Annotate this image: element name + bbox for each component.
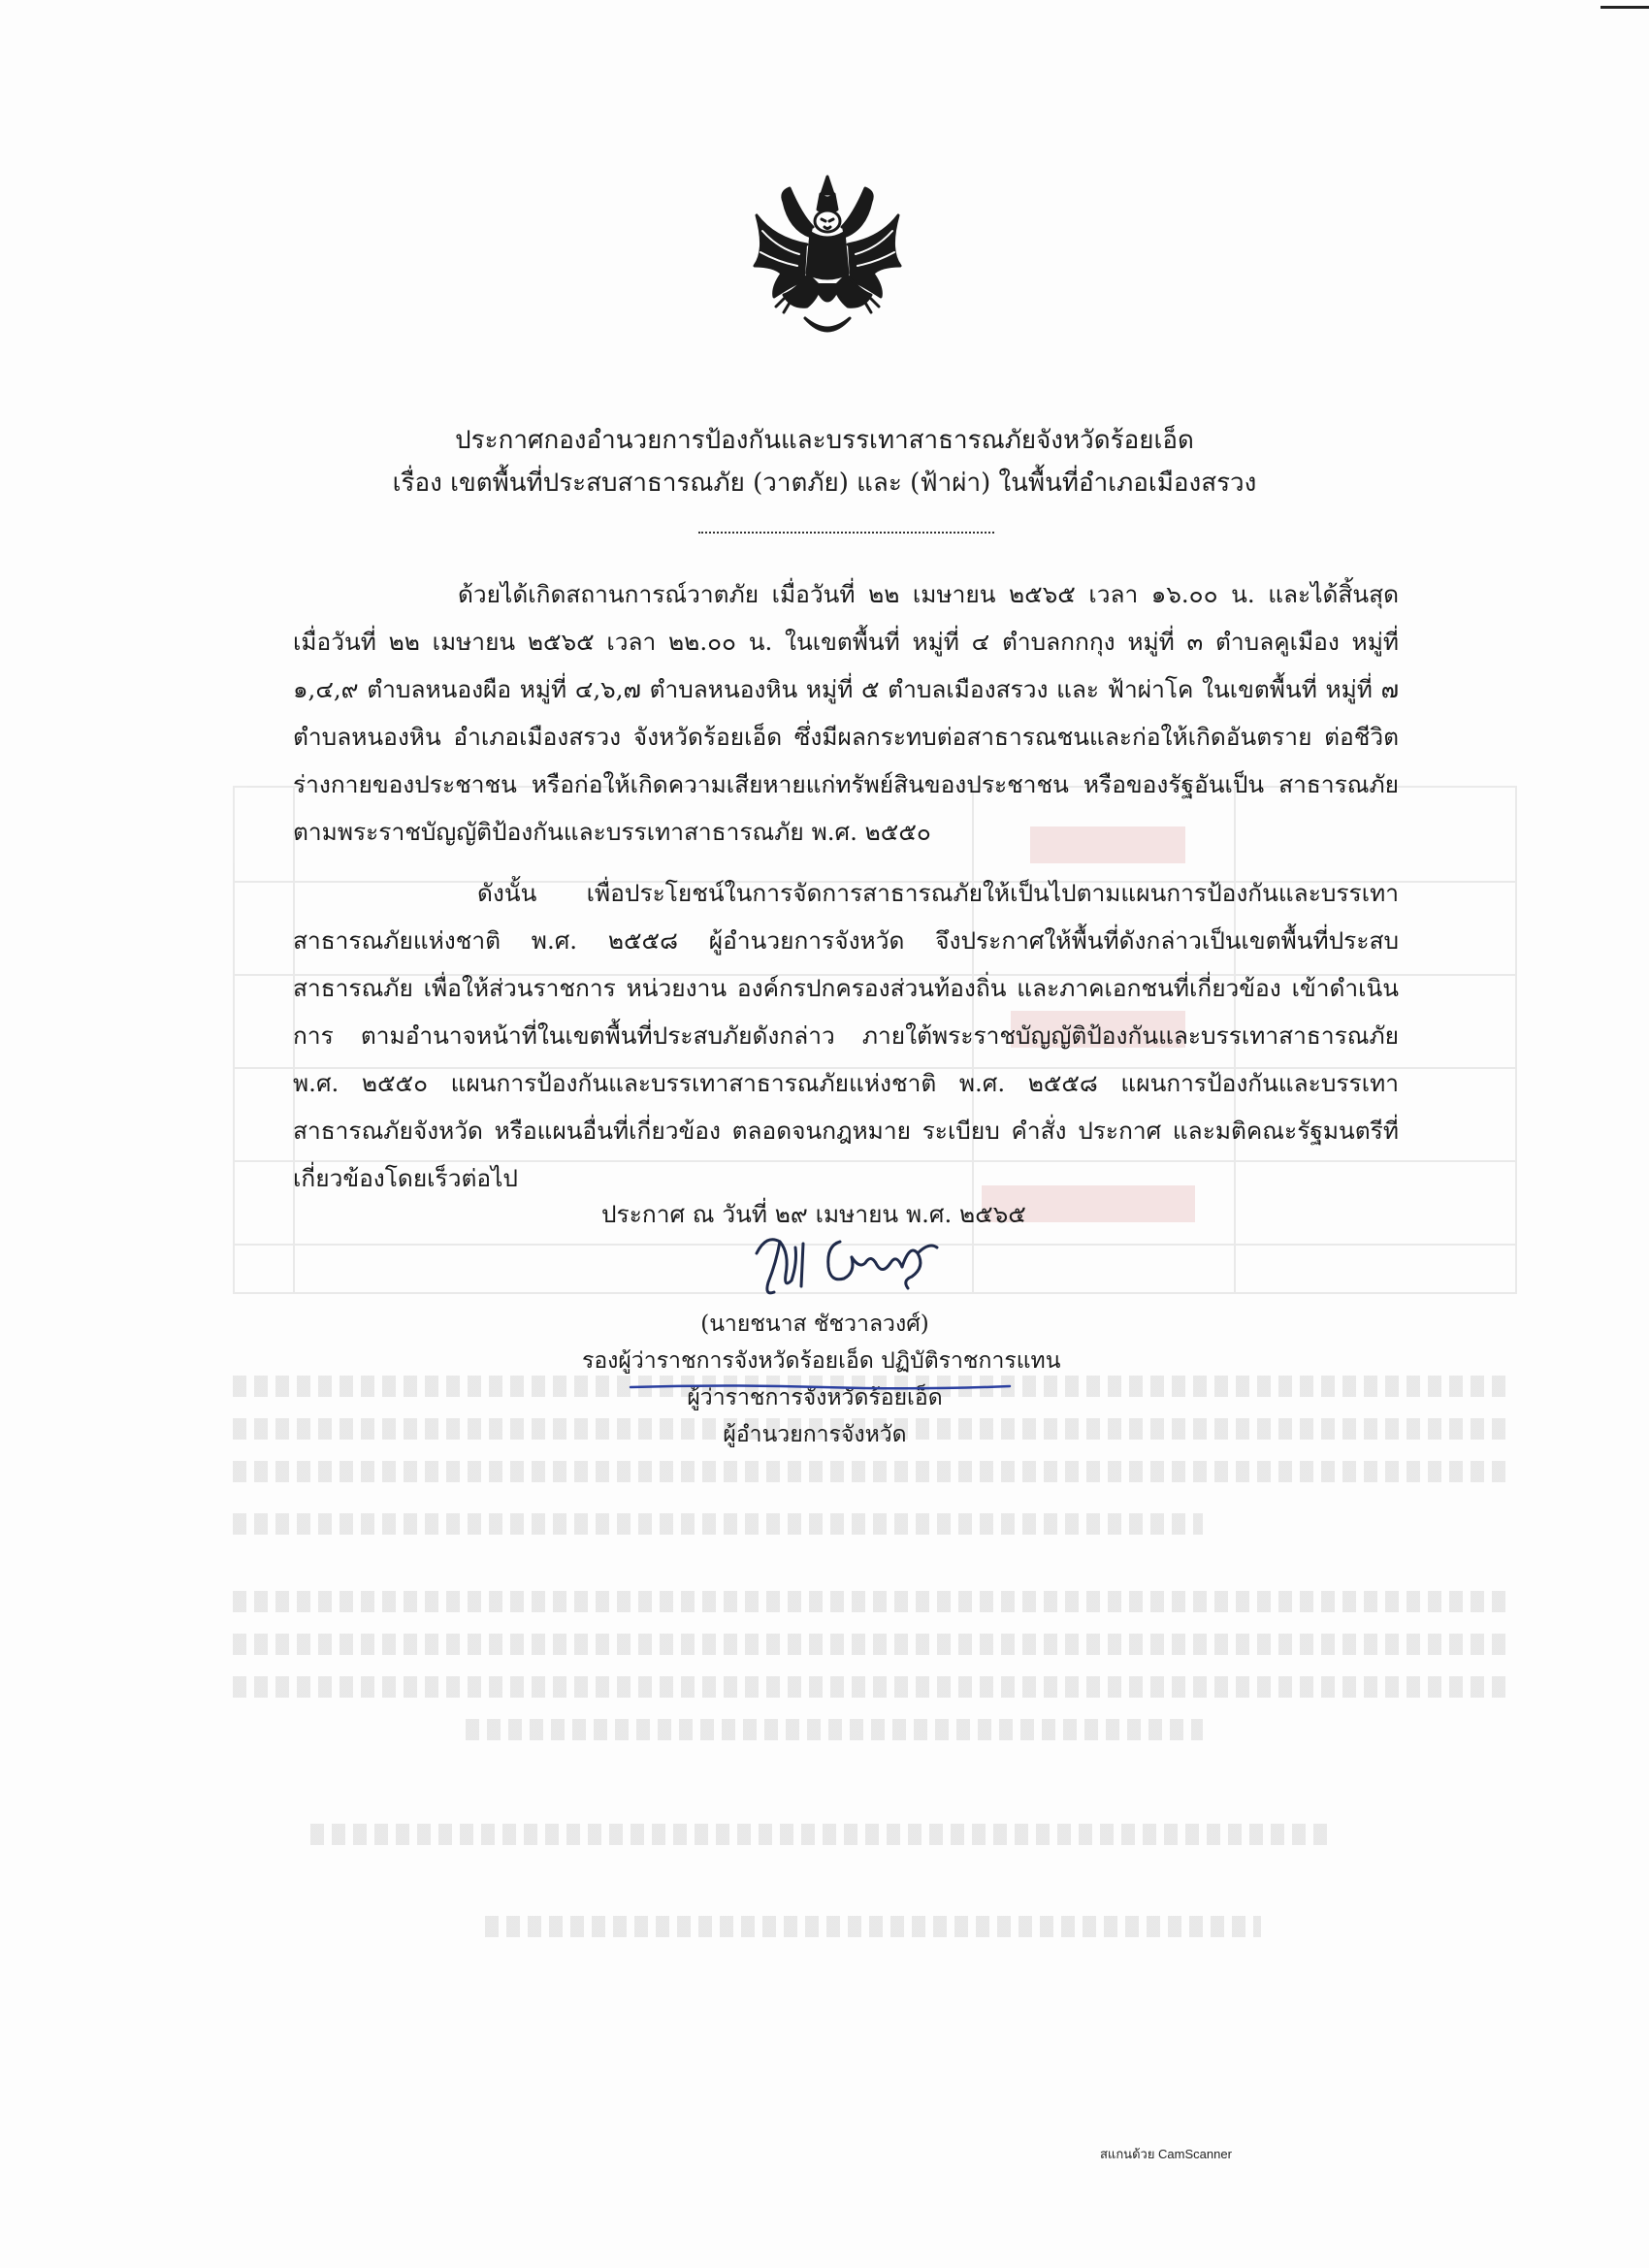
signatory-position-3: ผู้อำนวยการจังหวัด xyxy=(723,1422,907,1447)
announcement-subject: เรื่อง เขตพื้นที่ประสบสาธารณภัย (วาตภัย) และ (ฟ้าผ่า) ในพื้นที่อำเภอเมืองสรวง xyxy=(392,469,1257,498)
bleed-through-line xyxy=(310,1824,1329,1845)
bleed-through-line xyxy=(233,1591,1513,1612)
announcement-header xyxy=(291,419,1358,504)
announcement-title: ประกาศกองอำนวยการป้องกันและบรรเทาสาธารณภัยจังหวัดร้อยเอ็ด xyxy=(455,426,1194,455)
bleed-through-line xyxy=(233,1513,1203,1535)
bleed-through-line xyxy=(485,1916,1261,1937)
garuda-emblem-icon xyxy=(745,173,910,345)
body-paragraph-2: ดังนั้น เพื่อประโยชน์ในการจัดการสาธารณภัยให้เป็นไปตามแผนการป้องกันและบรรเทา สาธารณภัยแห่งชาติ พ.ศ. ๒๕๕๘ ผู้อำนวยการจังหวัด จึงประกาศให้พื้นที่ดังกล่าวเป็นเขตพื้นที่ประสบสาธารณภัย เพื่อให้ส่วนราชการ หน่วยงาน องค์กรปกครองส่วนท้องถิ่น และภาคเอกชนที่เกี่ยวข้อง เข้าดำเนินการ ตามอำนาจหน้าที่ในเขตพื้นที่ประสบภัยดังกล่าว ภายใต้พระราชบัญญัติป้องกันและบรรเทาสาธารณภัย พ.ศ. ๒๕๕๐ แผนการป้องกันและบรรเทาสาธารณภัยแห่งชาติ พ.ศ. ๒๕๕๘ แผนการป้องกันและบรรเทาสาธารณภัยจังหวัด หรือแผนอื่นที่เกี่ยวข้อง ตลอดจนกฎหมาย ระเบียบ คำสั่ง ประกาศ และมติคณะรัฐมนตรีที่เกี่ยวข้องโดยเร็วต่อไป xyxy=(293,879,1399,1192)
scan-edge-mark xyxy=(1600,6,1649,9)
bleed-through-line xyxy=(233,1461,1513,1482)
announcement-date: ประกาศ ณ วันที่ ๒๙ เมษายน พ.ศ. ๒๕๖๕ xyxy=(601,1200,1026,1228)
signatory-name: (นายชนาส ชัชวาลวงศ์) xyxy=(700,1312,929,1337)
dotted-separator xyxy=(698,532,994,534)
body-paragraph-1: ด้วยได้เกิดสถานการณ์วาตภัย เมื่อวันที่ ๒๒ เมษายน ๒๕๖๕ เวลา ๑๖.๐๐ น. และได้สิ้นสุด เมื่อวันที่ ๒๒ เมษายน ๒๕๖๕ เวลา ๒๒.๐๐ น. ในเขตพื้นที่ หมู่ที่ ๔ ตำบลกกกุง หมู่ที่ ๓ ตำบลคูเมือง หมู่ที่ ๑,๔,๙ ตำบลหนองผือ หมู่ที่ ๔,๖,๗ ตำบลหนองหิน หมู่ที่ ๕ ตำบลเมืองสรวง และ ฟ้าผ่าโค ในเขตพื้นที่ หมู่ที่ ๗ ตำบลหนองหิน อำเภอเมืองสรวง จังหวัดร้อยเอ็ด ซึ่งมีผลกระทบต่อสาธารณชนและก่อให้เกิดอันตราย ต่อชีวิตร่างกายของประชาชน หรือก่อให้เกิดความเสียหายแก่ทรัพย์สินของประชาชน หรือของรัฐอันเป็น สาธารณภัยตามพระราชบัญญัติป้องกันและบรรเทาสาธารณภัย พ.ศ. ๒๕๕๐ xyxy=(293,580,1399,846)
handwritten-signature xyxy=(747,1224,951,1312)
signatory-block xyxy=(582,1306,1061,1453)
bleed-through-line xyxy=(466,1719,1203,1740)
signatory-position-1: รองผู้ว่าราชการจังหวัดร้อยเอ็ด ปฏิบัติราชการแทน xyxy=(582,1348,1061,1374)
signature-underline xyxy=(629,1383,1012,1391)
announcement-body xyxy=(293,570,1399,1202)
bleed-through-line xyxy=(233,1676,1513,1698)
bleed-through-line xyxy=(233,1634,1513,1655)
signatory-position-2: ผู้ว่าราชการจังหวัดร้อยเอ็ด xyxy=(687,1385,943,1410)
scanner-watermark: สแกนด้วย CamScanner xyxy=(1100,2147,1232,2161)
